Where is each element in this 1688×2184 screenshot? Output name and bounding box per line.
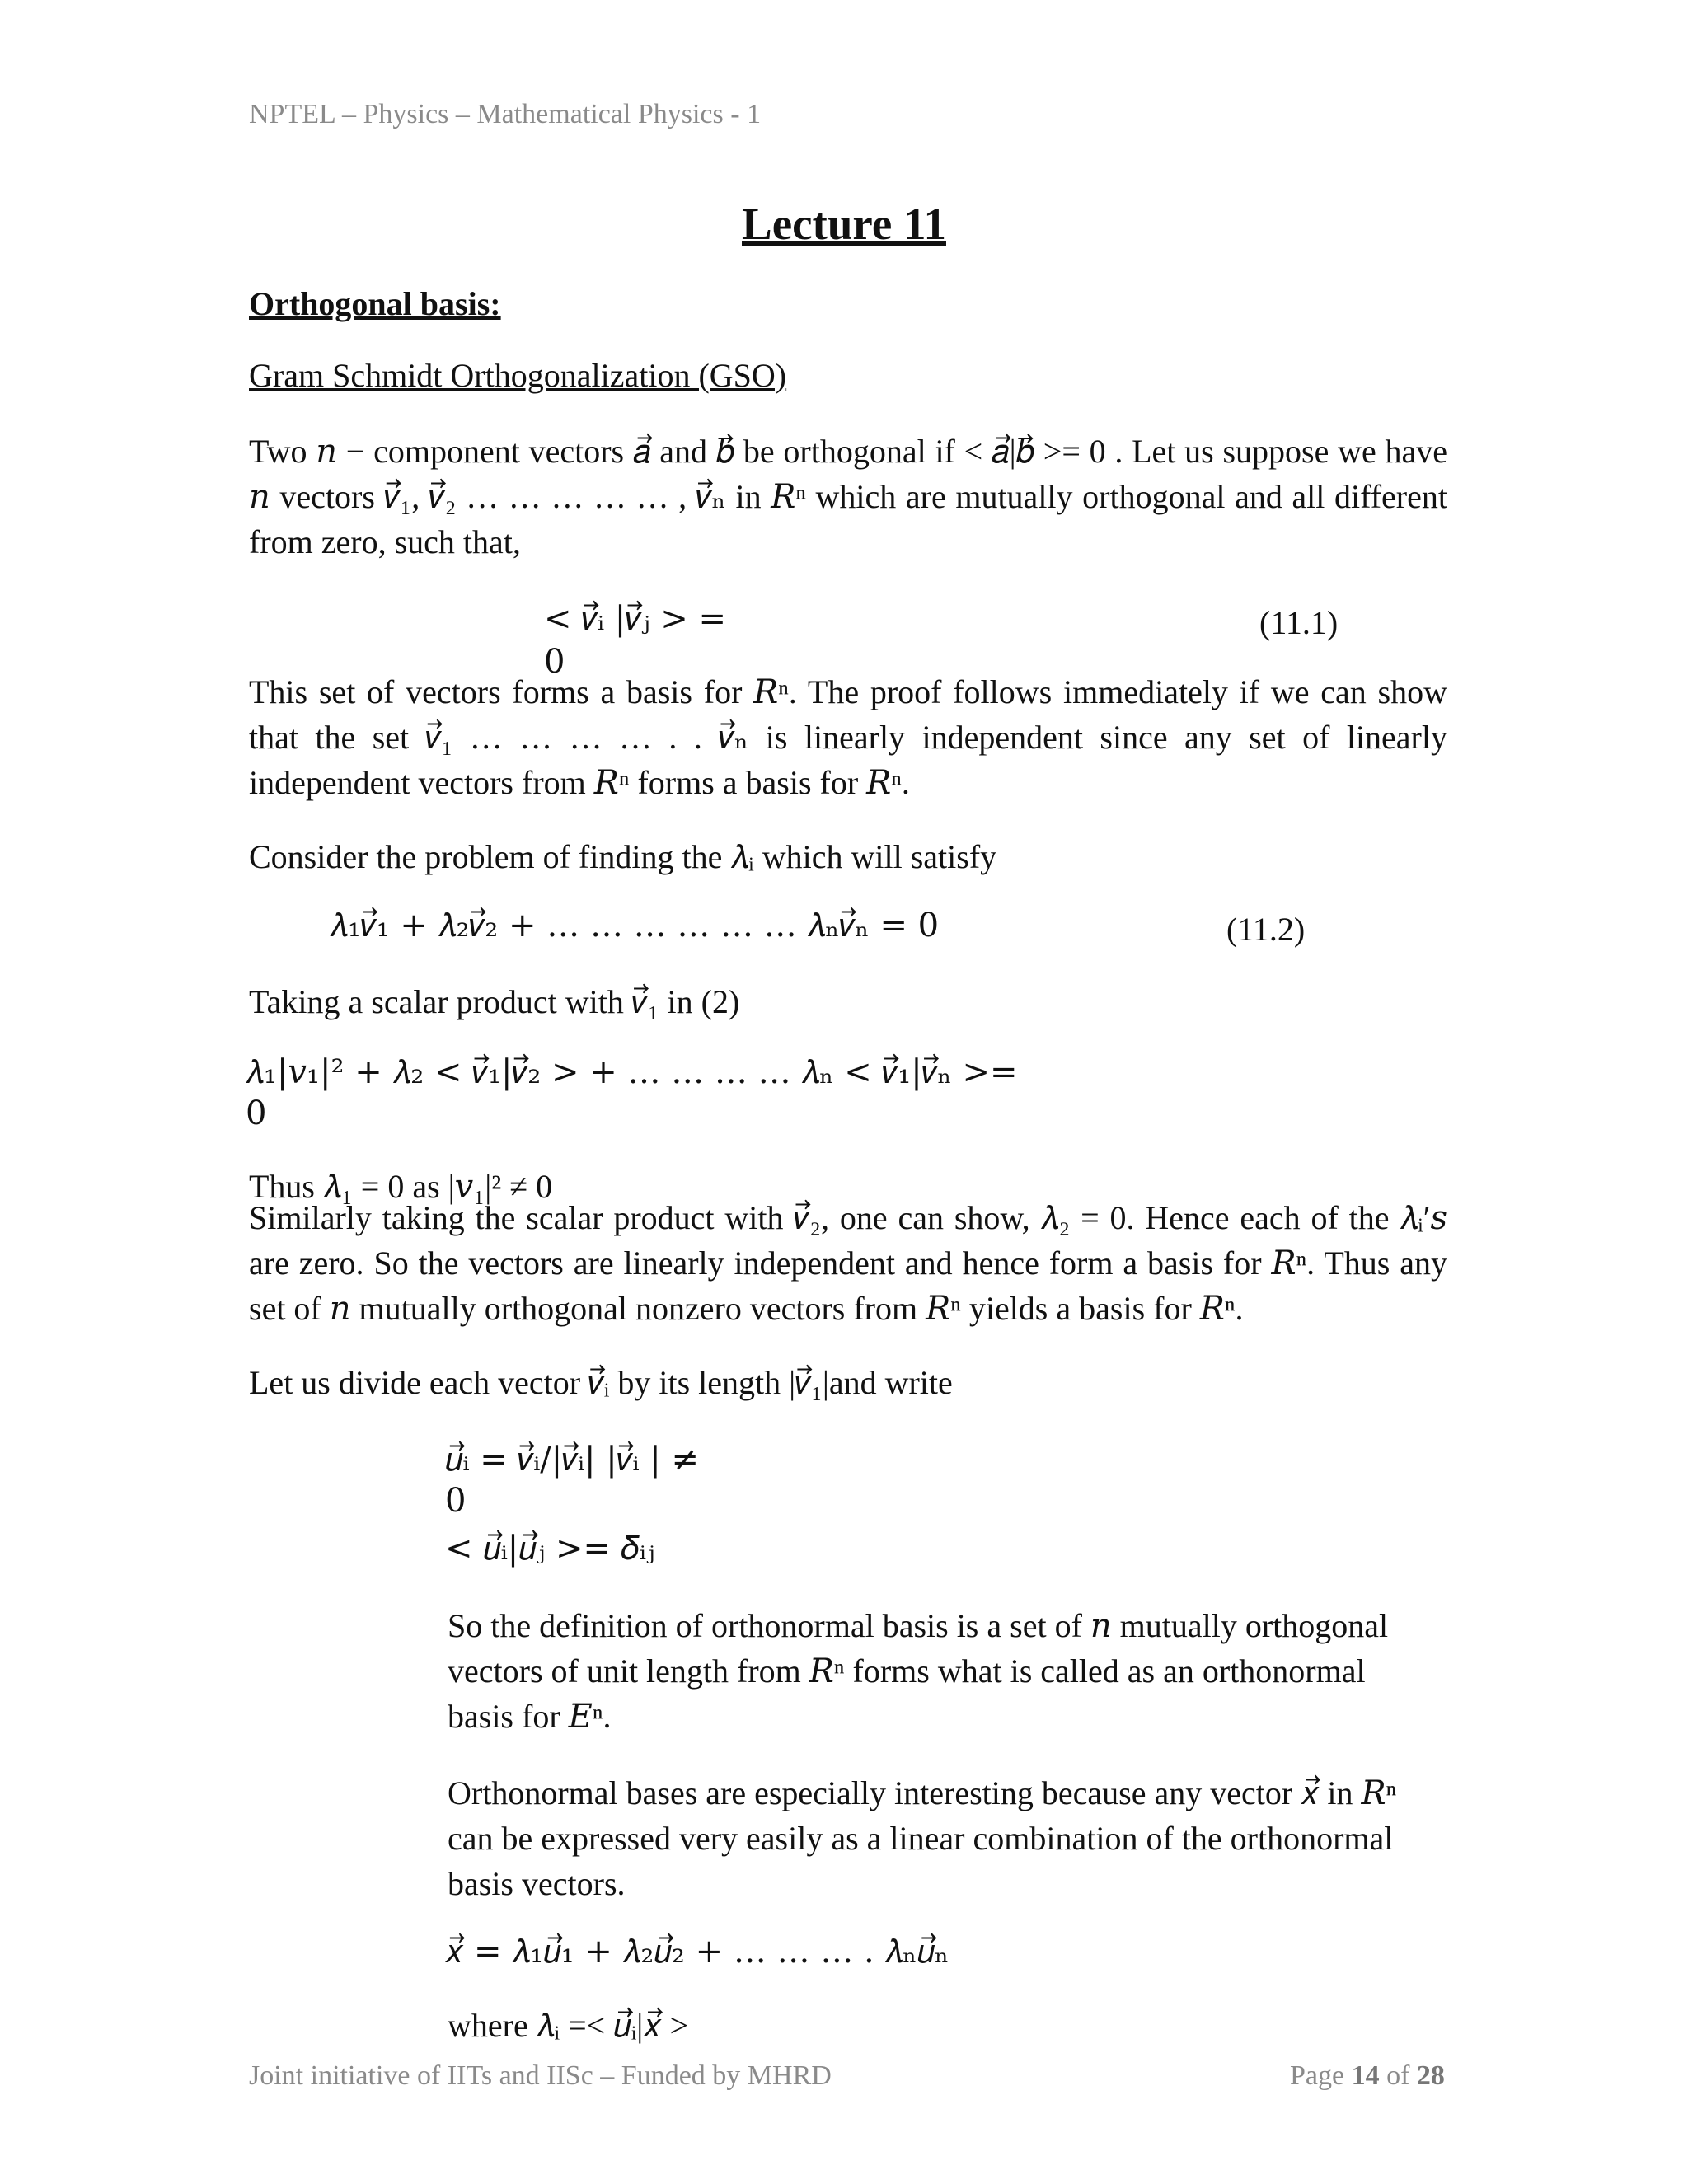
page-header: NPTEL – Physics – Mathematical Physics - 1 (249, 99, 762, 129)
equation-scalar-expansion: 𝜆₁|𝑣₁|² + 𝜆₂ < 𝑣⃗₁|𝑣⃗₂ > + … … … … 𝜆ₙ < 𝑣⃗₁|𝑣⃗ₙ >= (246, 1053, 1018, 1091)
paragraph-divide-vector: Let us divide each vector 𝑣⃗ᵢ by its length |𝑣⃗₁|and write (249, 1364, 953, 1401)
paragraph-orthonormal-definition: So the definition of orthonormal basis is a set of 𝑛 mutually orthogonal vectors of unit length from 𝑅ⁿ forms what is called as an orthonormal basis for 𝐸ⁿ. (448, 1607, 1389, 1735)
paragraph-orthogonal-definition: Two 𝑛 − component vectors 𝑎⃗ and 𝑏⃗⃗ be orthogonal if < 𝑎⃗|𝑏⃗⃗ >= 0 . Let us suppose we have 𝑛 vectors 𝑣⃗₁, 𝑣⃗₂ … … … … … , 𝑣⃗ₙ in 𝑅ⁿ which are mutually orthogonal and all different from zero, such that, (249, 433, 1447, 560)
section-title: Orthogonal basis: (249, 285, 501, 322)
equation-11-1: < 𝑣⃗ᵢ |𝑣⃗ⱼ > = (544, 600, 727, 638)
page-prefix: Page (1290, 2060, 1352, 2091)
equation-scalar-expansion-rhs: 0 (246, 1094, 267, 1132)
equation-orthonormal-delta: < 𝑢⃗⃗ᵢ|𝑢⃗⃗ⱼ >= 𝛿ᵢⱼ (445, 1530, 655, 1568)
paragraph-consider-problem: Consider the problem of finding the 𝜆ᵢ which will satisfy (249, 838, 997, 875)
page-of: of (1379, 2060, 1417, 2091)
lecture-title: Lecture 11 (742, 199, 946, 249)
footer-page-number (1290, 2060, 1445, 2092)
paragraph-basis-proof: This set of vectors forms a basis for 𝑅ⁿ. The proof follows immediately if we can show that the set 𝑣⃗₁ … … … … . . 𝑣⃗ₙ is linearly independent since any set of linearly independent vectors from 𝑅ⁿ forms a basis for 𝑅ⁿ. (249, 673, 1447, 801)
equation-number-11-2: (11.2) (1226, 911, 1306, 948)
paragraph-where-lambda: where 𝜆ᵢ =< 𝑢⃗⃗ᵢ|𝑥⃗ > (448, 2007, 689, 2044)
paragraph-scalar-product: Taking a scalar product with 𝑣⃗₁ in (2) (249, 983, 740, 1020)
page-total: 28 (1416, 2060, 1445, 2091)
paragraph-orthonormal-interesting: Orthonormal bases are especially interesting because any vector 𝑥⃗ in 𝑅ⁿ can be expressed very easily as a linear combination of the orthonormal basis vectors. (448, 1774, 1397, 1902)
equation-11-2: 𝜆₁𝑣⃗₁ + 𝜆₂𝑣⃗₂ + … … … … … … 𝜆ₙ𝑣⃗ₙ = 0 (330, 907, 940, 944)
equation-unit-vector: 𝑢⃗⃗ᵢ = 𝑣⃗ᵢ/|𝑣⃗ᵢ| |𝑣⃗ᵢ | ≠ (445, 1441, 699, 1479)
equation-linear-combination: 𝑥⃗ = 𝜆₁𝑢⃗⃗₁ + 𝜆₂𝑢⃗⃗₂ + … … … . 𝜆ₙ𝑢⃗⃗ₙ (445, 1933, 950, 1971)
equation-unit-vector-rhs: 0 (445, 1482, 467, 1520)
paragraph-thus-lambda: Thus 𝜆₁ = 0 as |𝑣₁|² ≠ 0 (249, 1168, 553, 1205)
footer-funding: Joint initiative of IITs and IISc – Funded by MHRD (249, 2060, 832, 2091)
equation-number-11-1: (11.1) (1259, 604, 1339, 641)
paragraph-similarly: Similarly taking the scalar product with 𝑣⃗₂, one can show, 𝜆₂ = 0. Hence each of the 𝜆ᵢ′𝑠 are zero. So the vectors are linearly independent and hence form a basis for 𝑅ⁿ. Thus any set of 𝑛 mutually orthogonal nonzero vectors from 𝑅ⁿ yields a basis for 𝑅ⁿ. (249, 1199, 1447, 1327)
equation-11-1-rhs: 0 (544, 643, 565, 681)
subsection-title: Gram Schmidt Orthogonalization (GSO) (249, 357, 787, 394)
page-current: 14 (1351, 2060, 1380, 2091)
